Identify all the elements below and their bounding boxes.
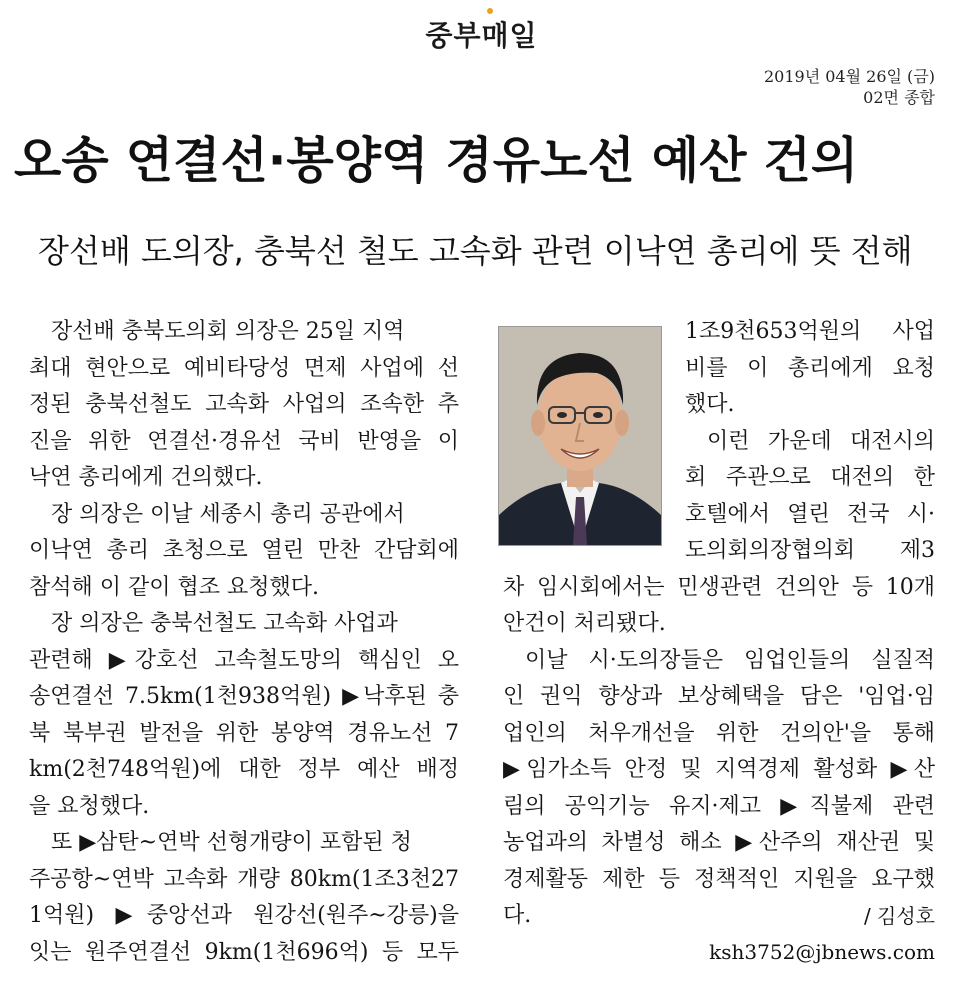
article-line: 을 요청했다. [29, 793, 150, 819]
masthead-dot-icon [487, 8, 493, 14]
article-line: km(2천748억원)에 대한 정부 예산 배정 [29, 757, 459, 782]
subhead: 장선배 도의장, 충북선 철도 고속화 관련 이낙연 총리에 뜻 전해 [38, 232, 913, 270]
article-line: 또 ▶삼탄~연박 선형개량이 포함된 청 [51, 830, 412, 855]
article-line: 관련해 ▶강호선 고속철도망의 핵심인 오 [29, 647, 459, 673]
article-line: 경제활동 제한 등 정책적인 지원을 요구했 [503, 866, 935, 892]
article-line: ▶임가소득 안정 및 지역경제 활성화 ▶산 [503, 757, 935, 782]
byline: / 김성호 [863, 904, 935, 928]
article-line: 다. [503, 903, 532, 928]
article-line: 호텔에서 열린 전국 시· [685, 501, 935, 527]
article-line: 이런 가운데 대전시의 [707, 428, 935, 454]
article-line: 장 의장은 충북선철도 고속화 사업과 [51, 611, 398, 636]
article-line: 차 임시회에서는 민생관련 건의안 등 10개 [503, 574, 935, 600]
masthead-logo: 중부매일 [425, 19, 538, 52]
article-line: 인 권익 향상과 보상혜택을 담은 '임업·임 [503, 684, 935, 709]
article-line: 이낙연 총리 초청으로 열린 만찬 간담회에 [29, 538, 459, 563]
article-line: 비를 이 총리에게 요청 [685, 355, 935, 381]
article-line: 장 의장은 이날 세종시 총리 공관에서 [51, 501, 405, 527]
article-line: 최대 현안으로 예비타당성 면제 사업에 선 [29, 355, 459, 381]
article-column-left [29, 314, 459, 971]
article-line: 참석해 이 같이 협조 요청했다. [29, 574, 319, 600]
page-section: 02면 종합 [863, 88, 935, 107]
article-line: 잇는 원주연결선 9km(1천696억) 등 모두 [29, 939, 459, 965]
masthead [0, 14, 963, 54]
article-line: 했다. [685, 392, 735, 417]
article-column-right [503, 314, 935, 935]
article-line: 이날 시·도의장들은 임업인들의 실질적 [525, 647, 935, 673]
article-line: 주공항~연박 고속화 개량 80km(1조3천27 [29, 866, 459, 892]
reporter-email: ksh3752@jbnews.com [709, 940, 935, 964]
article-line: 1조9천653억원의 사업 [685, 319, 935, 344]
article-line: 송연결선 7.5km(1천938억원) ▶낙후된 충 [29, 684, 459, 709]
article-line: 진을 위한 연결선·경유선 국비 반영을 이 [29, 428, 459, 454]
article-line: 낙연 총리에게 건의했다. [29, 465, 263, 490]
article-last-line [503, 898, 935, 935]
article-line: 회 주관으로 대전의 한 [685, 465, 935, 490]
article-line: 도의회의장협의회 제3 [685, 538, 935, 563]
publish-date: 2019년 04월 26일 (금) [763, 67, 935, 86]
article-line: 림의 공익기능 유지·제고 ▶직불제 관련 [503, 793, 935, 819]
article-line: 북 북부권 발전을 위한 봉양역 경유노선 7 [29, 720, 459, 746]
article-line: 업인의 처우개선을 위한 건의안'을 통해 [503, 720, 935, 746]
article-line: 장선배 충북도의회 의장은 25일 지역 [51, 319, 405, 344]
article-line: 정된 충북선철도 고속화 사업의 조속한 추 [29, 392, 459, 417]
dateline [764, 66, 935, 108]
article-line: 농업과의 차별성 해소 ▶산주의 재산권 및 [503, 830, 935, 855]
article-line: 안건이 처리됐다. [503, 611, 666, 636]
article-line: 1억원) ▶중앙선과 원강선(원주~강릉)을 [29, 903, 459, 928]
headline: 오송 연결선·봉양역 경유노선 예산 건의 [14, 132, 859, 189]
